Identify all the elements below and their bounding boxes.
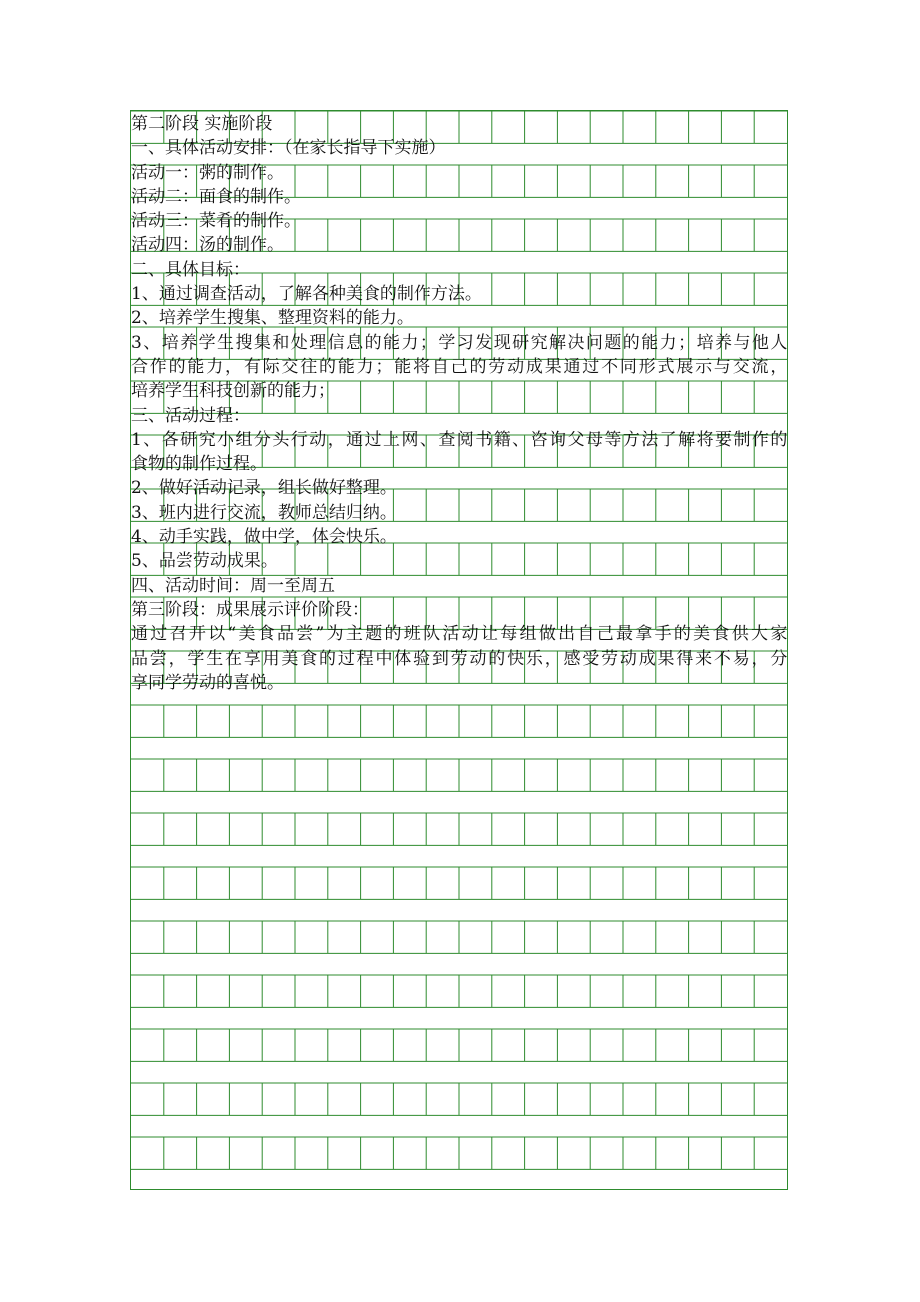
stage-three-line-1: 通过召开以“美食品尝”为主题的班队活动让每组做出自己最拿手的美食供大家 xyxy=(131,624,787,645)
goal-three-line-2: 合作的能力，有际交往的能力；能将自己的劳动成果通过不同形式展示与交流， xyxy=(131,356,787,377)
stage-three-heading: 第三阶段：成果展示评价阶段： xyxy=(131,599,369,620)
activity-two: 活动二：面食的制作。 xyxy=(131,186,301,207)
stage-three-line-3: 享同学劳动的喜悦。 xyxy=(131,672,284,693)
process-one-line-2: 食物的制作过程。 xyxy=(131,454,267,475)
goal-three-line-1: 3、培养学生搜集和处理信息的能力；学习发现研究解决问题的能力；培养与他人 xyxy=(131,332,787,353)
process-two: 2、做好活动记录，组长做好整理。 xyxy=(131,478,397,499)
process-heading: 三、活动过程： xyxy=(131,405,250,426)
process-one-line-1: 1、各研究小组分头行动，通过上网、查阅书籍、咨询父母等方法了解将要制作的 xyxy=(131,429,787,450)
stage-three-line-2: 品尝，学生在享用美食的过程中体验到劳动的快乐，感受劳动成果得来不易，分 xyxy=(131,648,787,669)
goals-heading: 二、具体目标： xyxy=(131,259,250,280)
stage-two-heading: 第二阶段 实施阶段 xyxy=(131,114,273,134)
process-four: 4、动手实践，做中学，体会快乐。 xyxy=(131,527,397,548)
activity-one: 活动一：粥的制作。 xyxy=(131,162,284,183)
activity-three: 活动三：菜肴的制作。 xyxy=(131,211,301,232)
document-body xyxy=(131,112,791,695)
process-five: 5、品尝劳动成果。 xyxy=(131,551,278,572)
process-three: 3、班内进行交流，教师总结归纳。 xyxy=(131,502,397,523)
activity-arrangement-heading: 一、具体活动安排：（在家长指导下实施） xyxy=(131,138,446,159)
activity-four: 活动四：汤的制作。 xyxy=(131,235,284,256)
goal-three-line-3: 培养学生科技创新的能力； xyxy=(131,381,335,402)
goal-one: 1、通过调查活动，了解各种美食的制作方法。 xyxy=(131,284,482,305)
goal-two: 2、培养学生搜集、整理资料的能力。 xyxy=(131,308,414,329)
activity-time: 四、活动时间：周一至周五 xyxy=(131,575,335,596)
